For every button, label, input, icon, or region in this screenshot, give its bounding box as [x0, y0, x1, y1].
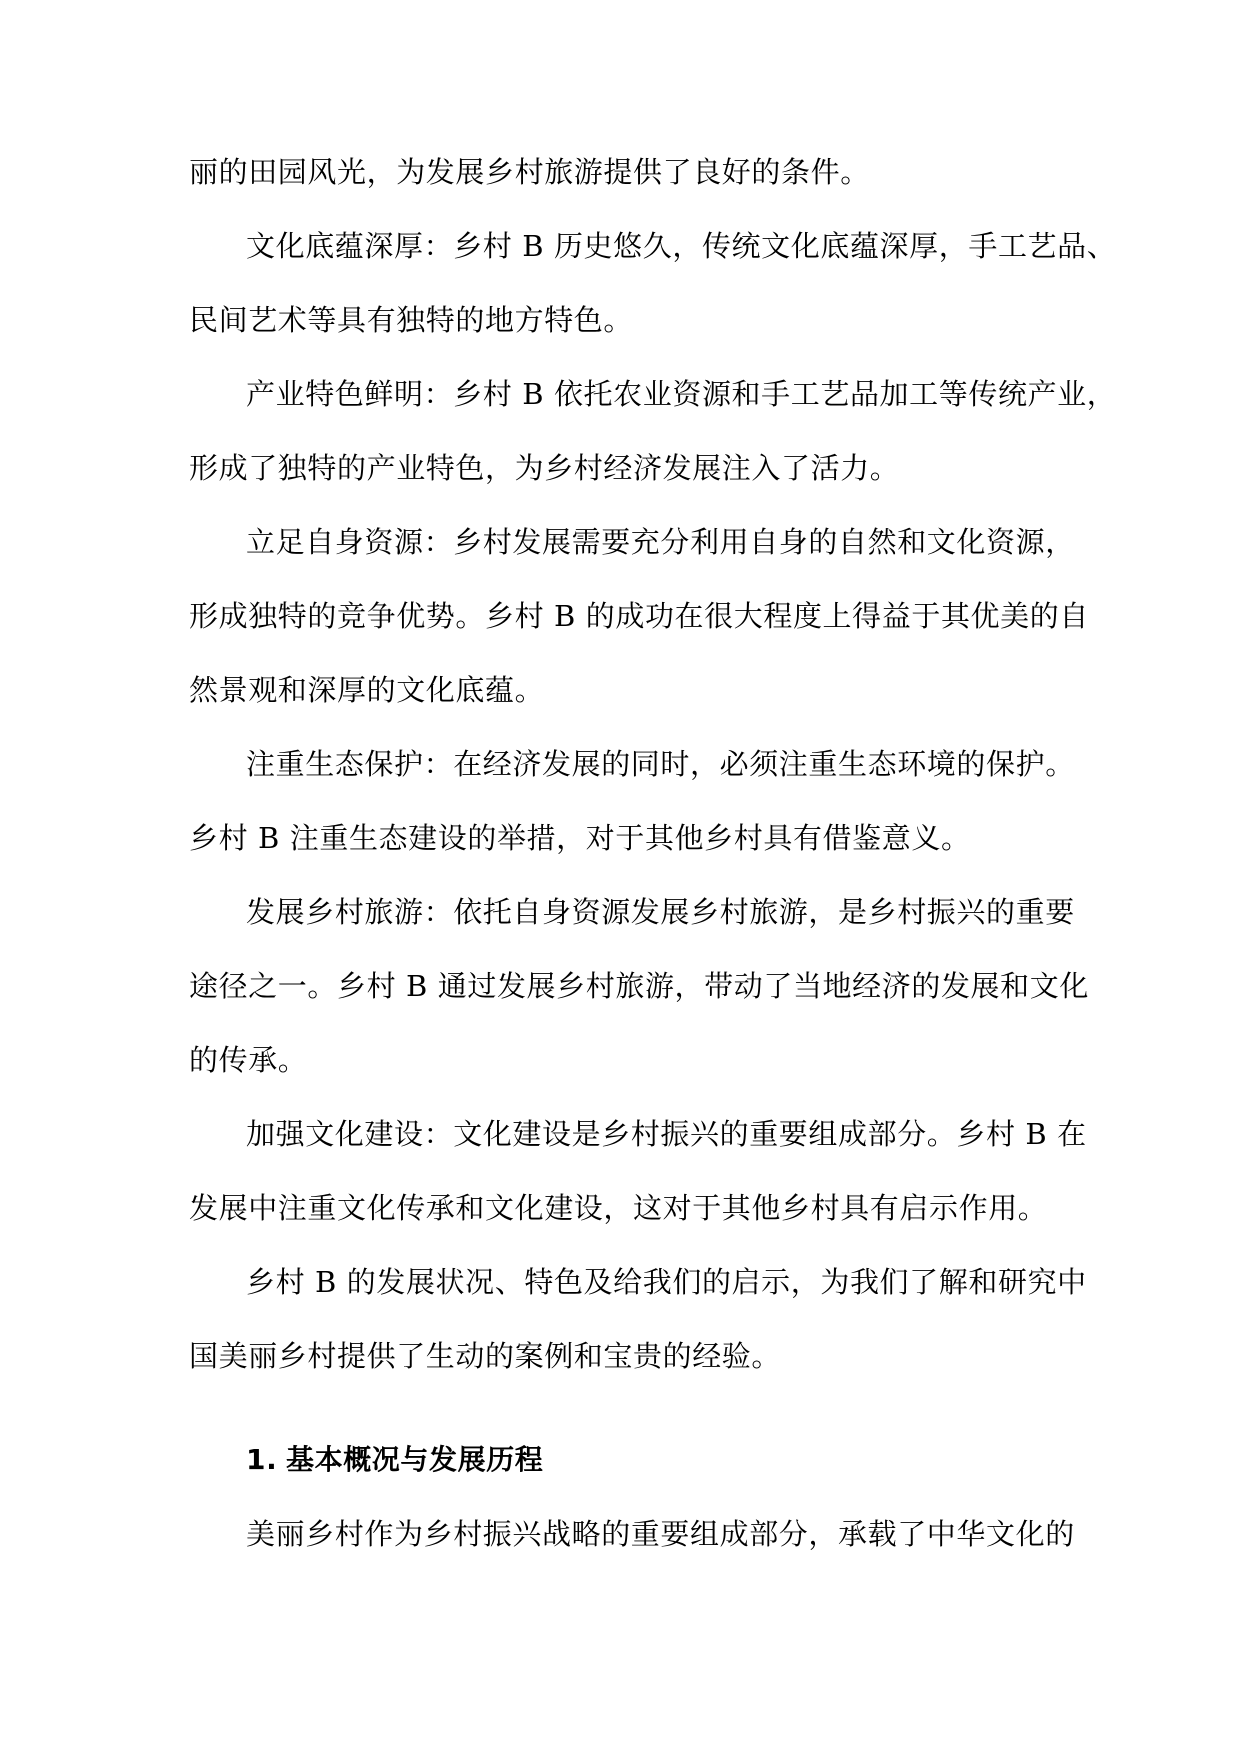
paragraph-line: 形成了独特的产业特色，为乡村经济发展注入了活力。 [189, 451, 900, 485]
body-text [189, 140, 1117, 1576]
paragraph-line: 丽的田园风光，为发展乡村旅游提供了良好的条件。 [189, 155, 870, 189]
section-gap [189, 1398, 1061, 1428]
paragraph-line: 文化底蕴深厚：乡村 B 历史悠久，传统文化底蕴深厚，手工艺品、 [246, 229, 1117, 263]
paragraph-line: 民间艺术等具有独特的地方特色。 [189, 303, 634, 337]
paragraph-line: 形成独特的竞争优势。乡村 B 的成功在很大程度上得益于其优美的自 [189, 599, 1089, 633]
section-number: 1. [246, 1443, 278, 1476]
paragraph-line: 的传承。 [189, 1043, 308, 1077]
paragraph-line: 发展乡村旅游：依托自身资源发展乡村旅游，是乡村振兴的重要 [246, 895, 1075, 929]
paragraph-line: 途径之一。乡村 B 通过发展乡村旅游，带动了当地经济的发展和文化 [189, 969, 1089, 1003]
paragraph-line: 乡村 B 的发展状况、特色及给我们的启示，为我们了解和研究中 [246, 1265, 1087, 1299]
paragraph-line: 立足自身资源：乡村发展需要充分利用自身的自然和文化资源， [246, 525, 1075, 559]
paragraph-line: 然景观和深厚的文化底蕴。 [189, 673, 545, 707]
paragraph-line: 加强文化建设：文化建设是乡村振兴的重要组成部分。乡村 B 在 [246, 1117, 1087, 1151]
paragraph-line: 国美丽乡村提供了生动的案例和宝贵的经验。 [189, 1339, 782, 1373]
section-title: 基本概况与发展历程 [286, 1443, 544, 1476]
section-heading [189, 1428, 1061, 1502]
paragraph-line: 产业特色鲜明：乡村 B 依托农业资源和手工艺品加工等传统产业， [246, 377, 1117, 411]
paragraph-line: 注重生态保护：在经济发展的同时，必须注重生态环境的保护。 [246, 747, 1075, 781]
paragraph-line: 发展中注重文化传承和文化建设，这对于其他乡村具有启示作用。 [189, 1191, 1048, 1225]
paragraph-line: 美丽乡村作为乡村振兴战略的重要组成部分，承载了中华文化的 [246, 1517, 1075, 1551]
paragraph-line: 乡村 B 注重生态建设的举措，对于其他乡村具有借鉴意义。 [189, 821, 971, 855]
